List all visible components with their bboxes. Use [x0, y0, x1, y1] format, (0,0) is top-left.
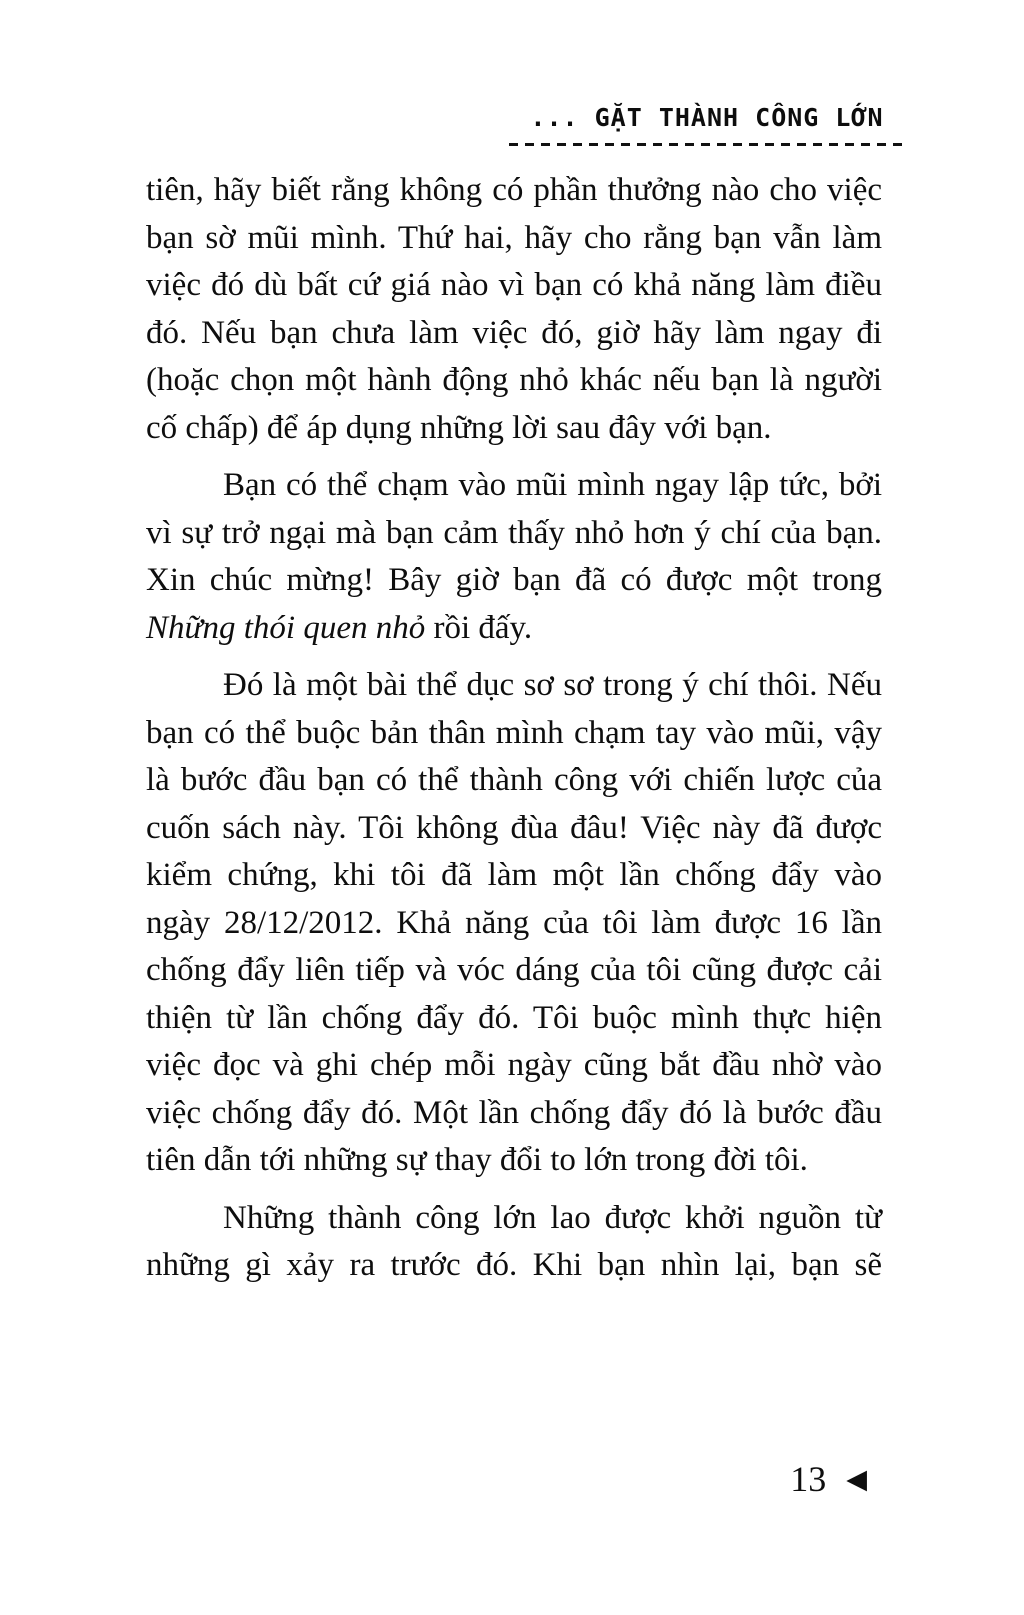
page-footer [790, 1461, 867, 1497]
paragraph [146, 662, 882, 1185]
text-segment: rồi đấy. [425, 609, 533, 646]
page-number: 13 [790, 1459, 827, 1499]
text-segment: tiên, hãy biết rằng không có phần thưởng nào cho việc bạn sờ mũi mình. Thứ hai, hãy cho rằng bạn vẫn làm việc đó dù bất cứ giá nào vì bạn có khả năng làm điều đó. Nếu bạn chưa làm việc đó, giờ hãy làm ngay đi (hoặc chọn một hành động nhỏ khác nếu bạn là người cố chấp) để áp dụng những lời sau đây với bạn. [146, 172, 882, 446]
italic-book-title: Những thói quen nhỏ [146, 609, 426, 646]
left-triangle-icon: ◀ [846, 1463, 867, 1494]
text-segment: Đó là một bài thể dục sơ sơ trong ý chí thôi. Nếu bạn có thể buộc bản thân mình chạm tay vào mũi, vậy là bước đầu bạn có thể thành công với chiến lược của cuốn sách này. Tôi không đùa đâu! Việc này đã được kiểm chứng, khi tôi đã làm một lần chống đẩy vào ngày 28/12/2012. Khả năng của tôi làm được 16 lần chống đẩy liên tiếp và vóc dáng của tôi cũng được cải thiện từ lần chống đẩy đó. Tôi buộc mình thực hiện việc đọc và ghi chép mỗi ngày cũng bắt đầu nhờ vào việc chống đẩy đó. Một lần chống đẩy đó là bước đầu tiên dẫn tới những sự thay đổi to lớn trong đời tôi. [146, 667, 882, 1178]
text-segment: Những thành công lớn lao được khởi nguồn từ những gì xảy ra trước đó. Khi bạn nhìn lại, bạn sẽ [146, 1199, 882, 1283]
paragraph [146, 1195, 882, 1290]
paragraph [146, 167, 882, 452]
running-header [509, 103, 905, 146]
dashed-divider [509, 143, 905, 146]
chapter-title: ... GẶT THÀNH CÔNG LỚN [530, 103, 884, 132]
paragraph [146, 462, 882, 652]
page-body [146, 167, 882, 1300]
text-segment: Bạn có thể chạm vào mũi mình ngay lập tức, bởi vì sự trở ngại mà bạn cảm thấy nhỏ hơn ý chí của bạn. Xin chúc mừng! Bây giờ bạn đã có được một trong [146, 467, 882, 598]
